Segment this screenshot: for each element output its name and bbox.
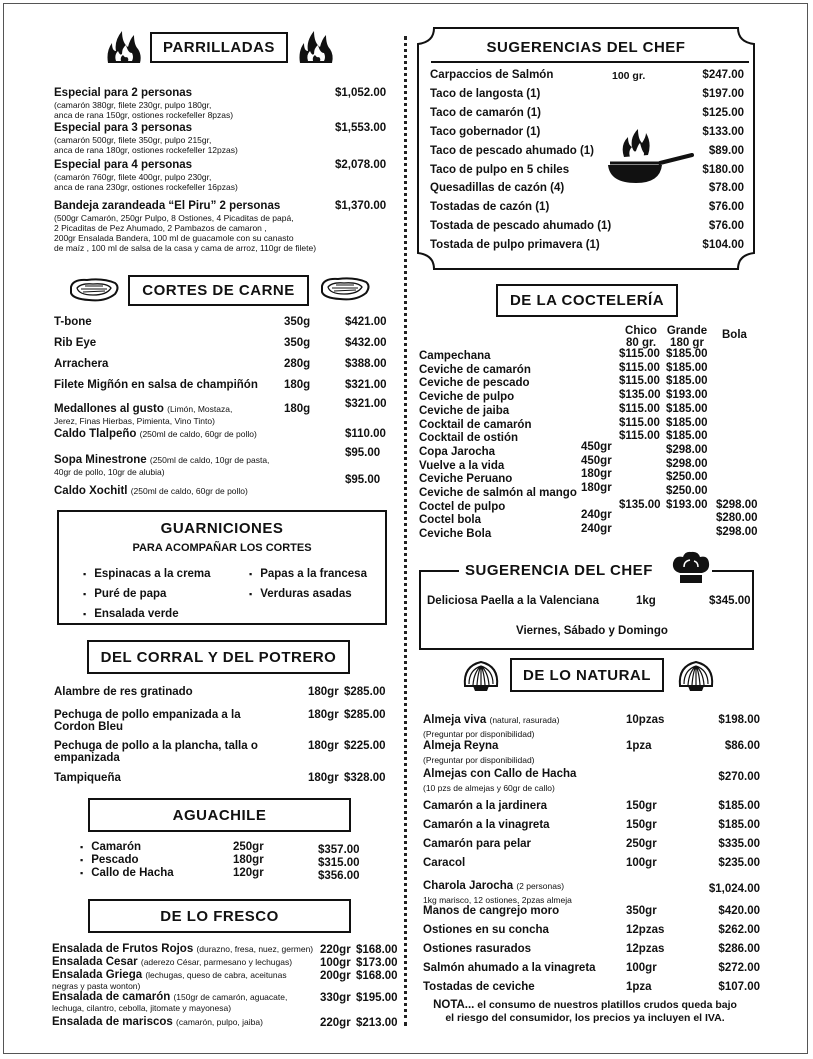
dish-row <box>54 316 284 328</box>
dish-description: (150gr de camarón, aguacate, lechuga, cilantro, cebolla, jitomate y mayonesa) <box>52 992 288 1013</box>
dish-weight: 1pza <box>626 981 652 993</box>
dish-weight: 180gr <box>308 709 339 721</box>
dish-inline-note: (2 personas) <box>516 881 565 891</box>
sugerencia-title: SUGERENCIA DEL CHEF <box>465 562 653 579</box>
dish-row <box>423 880 564 892</box>
dish-row <box>423 714 559 726</box>
dish-price: $225.00 <box>344 740 386 752</box>
dish-name: Tampiqueña <box>54 772 121 784</box>
dish-price: $1,370.00 <box>335 200 387 212</box>
cocktail-name: Cocktail de camarón <box>419 418 532 431</box>
dish-price: $86.00 <box>724 740 760 752</box>
dish-row <box>54 379 284 391</box>
dish-name: Taco de pescado ahumado (1) <box>430 144 595 157</box>
aguachile-title: AGUACHILE <box>88 798 351 832</box>
dish-name: Medallones al gusto <box>54 403 164 415</box>
dish-price: $357.00 <box>318 844 360 856</box>
dish-row <box>423 981 535 993</box>
cocktail-weight: 450gr <box>581 440 612 453</box>
dish-row <box>54 358 284 370</box>
clam-icon <box>676 658 716 694</box>
dish-weight: 1pza <box>626 740 652 752</box>
natural-title: DE LO NATURAL <box>510 658 664 692</box>
cocktail-name: Ceviche Peruano <box>419 473 513 486</box>
dish-weight: 330gr <box>320 992 351 1004</box>
dish-price: $95.00 <box>345 447 381 459</box>
dish-weight: 100gr <box>626 857 657 869</box>
cocktail-name: Vuelve a la vida <box>419 459 505 472</box>
dish-description: (durazno, fresa, nuez, germen) <box>196 944 314 954</box>
dish-name: Charola Jarocha <box>423 880 514 892</box>
cocteleria-header-bola: Bola <box>722 329 747 341</box>
dish-description: (250ml de caldo, 60gr de pollo) <box>130 486 248 496</box>
cocktail-price-chico: $135.00 <box>619 498 661 511</box>
dish-price: $270.00 <box>718 771 760 783</box>
cocktail-weight: 240gr <box>581 509 612 522</box>
dish-weight: 200gr <box>320 970 351 982</box>
dish-name: Bandeja zarandeada “El Piru” 2 personas <box>54 200 281 212</box>
cocktail-price-chico: $115.00 <box>619 348 660 360</box>
cocktail-price-grande: $298.00 <box>666 457 708 470</box>
dish-price: $1,024.00 <box>708 883 760 895</box>
garnish-item: ▪ Espinacas a la crema <box>83 564 211 584</box>
dish-name: Ensalada Griega <box>52 969 143 981</box>
cocktail-price-grande: $250.00 <box>666 485 708 497</box>
garnish-item: ▪ Papas a la francesa <box>249 564 367 584</box>
dish-row <box>423 962 596 974</box>
dish-price: $356.00 <box>318 870 360 882</box>
dish-weight: 120gr <box>233 867 264 879</box>
dish-name: Camarón para pelar <box>423 838 532 850</box>
nota-label: NOTA... <box>433 999 475 1011</box>
dish-row <box>54 403 284 427</box>
dish-price: $185.00 <box>718 800 760 812</box>
guarniciones-right-list <box>249 564 367 604</box>
dish-price: $107.00 <box>718 981 760 993</box>
dish-price: $328.00 <box>344 772 386 784</box>
fresco-title: DE LO FRESCO <box>88 899 351 933</box>
cocktail-price-chico: $115.00 <box>619 430 660 443</box>
dish-name: Tostada de pulpo primavera (1) <box>430 239 600 252</box>
dish-price: $272.00 <box>718 962 760 974</box>
dish-price: $235.00 <box>718 857 760 869</box>
dish-weight: 220gr <box>320 944 351 956</box>
dish-name: Especial para 4 personas <box>54 159 193 171</box>
guarniciones-box <box>57 510 387 625</box>
cocteleria-title: DE LA COCTELERÍA <box>496 284 678 317</box>
dish-weight: 180gr <box>308 686 339 698</box>
dish-weight: 10pzas <box>626 714 665 726</box>
dish-price: $76.00 <box>708 201 744 214</box>
flame-icon <box>104 29 144 67</box>
garnish-item: ▪ Ensalada verde <box>83 604 211 624</box>
dish-price: $321.00 <box>345 379 387 391</box>
dish-weight: 12pzas <box>626 943 665 955</box>
dish-row <box>423 819 550 831</box>
dish-name: Manos de cangrejo moro <box>423 905 560 917</box>
dish-name: ▪ Callo de Hacha <box>80 867 174 879</box>
dish-price: $2,078.00 <box>335 159 387 171</box>
dish-price: $285.00 <box>344 709 386 721</box>
dish-description: (500gr Camarón, 250gr Pulpo, 8 Ostiones, 4 Picaditas de papá, 2 Picaditas de Pez Ahumado, 2 Pambazos de camaron , 200gr Ensalada Bandera, 100 ml de guacamole con su canasto de maíz , 100 ml de salsa de la casa y cama de arroz, 110gr de filete) <box>54 213 317 253</box>
dish-price: $286.00 <box>718 943 760 955</box>
cocktail-price-grande: $193.00 <box>666 389 708 402</box>
dish-description: (250ml de caldo, 60gr de pollo) <box>139 429 257 439</box>
dish-name: Rib Eye <box>54 337 97 349</box>
steak-icon <box>318 276 372 302</box>
dish-weight: 280g <box>284 358 311 370</box>
dish-row <box>423 943 531 955</box>
dish-name: Tostadas de ceviche <box>423 981 535 993</box>
dish-price: $247.00 <box>702 69 744 81</box>
flame-icon <box>296 29 336 67</box>
dish-price: $315.00 <box>318 857 360 869</box>
dish-price: $195.00 <box>356 992 398 1004</box>
dish-price: $432.00 <box>345 337 387 349</box>
dish-price: $388.00 <box>345 358 387 370</box>
cocktail-weight: 240gr <box>581 523 612 536</box>
cocktail-price-grande: $298.00 <box>666 443 708 456</box>
dish-name: Ostiones en su concha <box>423 924 549 936</box>
dish-weight: 150gr <box>626 819 657 831</box>
garnish-item: ▪ Puré de papa <box>83 584 211 604</box>
cocktail-price-bola: $298.00 <box>716 498 758 511</box>
cocteleria-header-chico: Chico 80 gr. <box>625 325 657 349</box>
dish-description: (Preguntar por disponibilidad) <box>423 729 535 739</box>
dish-description: (Limón, Mostaza, Jerez, Finas Hierbas, Pimienta, Vino Tinto) <box>54 404 233 426</box>
cocktail-name: Ceviche de pescado <box>419 377 530 390</box>
dish-name: Arrachera <box>54 358 109 370</box>
steak-icon <box>67 277 121 303</box>
dish-inline-note: (natural, rasurada) <box>489 715 560 725</box>
dish-name: Caldo Xochitl <box>54 485 128 497</box>
dish-description: (250ml de caldo, 10gr de pasta, 40gr de pollo, 10gr de alubia) <box>54 455 270 477</box>
cocktail-name: Cocktail de ostión <box>419 432 519 445</box>
dish-price: $125.00 <box>702 106 744 119</box>
clam-icon <box>461 658 501 694</box>
dish-price: $168.00 <box>356 944 398 956</box>
dish-row <box>423 905 559 917</box>
dish-weight: 150gr <box>626 800 657 812</box>
dish-name: Especial para 2 personas <box>54 87 193 99</box>
cocktail-price-grande: $250.00 <box>666 471 708 484</box>
chef-hat-icon <box>670 551 712 587</box>
dish-description: (camarón 380gr, filete 230gr, pulpo 180gr, anca de rana 150gr, ostiones rockefeller 8pzas) <box>54 100 234 120</box>
cocktail-name: Campechana <box>419 350 491 362</box>
cocktail-weight: 450gr <box>581 454 612 467</box>
sugerencias-title: SUGERENCIAS DEL CHEF <box>486 39 686 56</box>
dish-name: Taco de camarón (1) <box>430 106 541 119</box>
garnish-item: ▪ Verduras asadas <box>249 584 367 604</box>
cocktail-name: Coctel de pulpo <box>419 500 506 513</box>
dish-name: ▪ Pescado <box>80 854 139 866</box>
dish-name: Almeja viva <box>423 714 487 726</box>
dish-name: ▪ Camarón <box>80 841 141 853</box>
dish-name: Carpaccios de Salmón <box>430 69 554 81</box>
dish-weight: 350gr <box>626 905 657 917</box>
dish-weight: 100gr <box>320 957 351 969</box>
dish-name: Ensalada de camarón <box>52 991 171 1003</box>
dish-name: T-bone <box>54 316 92 328</box>
cocktail-price-chico: $135.00 <box>619 389 661 402</box>
cocktail-price-bola: $298.00 <box>716 526 758 539</box>
dish-name: Tostada de pescado ahumado (1) <box>430 220 612 233</box>
corral-title: DEL CORRAL Y DEL POTRERO <box>87 640 350 674</box>
cortes-title: CORTES DE CARNE <box>128 275 309 306</box>
cocktail-price-grande: $193.00 <box>666 498 708 511</box>
dish-description: 1kg marisco, 12 ostiones, 2pzas almeja <box>423 895 572 905</box>
dish-weight: 220gr <box>320 1017 351 1029</box>
sugerencia-price: $345.00 <box>709 595 751 607</box>
cocktail-price-grande: $185.00 <box>666 416 708 429</box>
nota-text <box>420 999 750 1025</box>
cocktail-price-grande: $185.00 <box>666 402 708 415</box>
dish-price: $421.00 <box>345 316 387 328</box>
dish-price: $104.00 <box>702 239 744 252</box>
sugerencias-rule <box>431 61 749 63</box>
dish-name: Caldo Tlalpeño <box>54 428 137 440</box>
cocktail-price-grande: $185.00 <box>666 348 708 360</box>
dish-row <box>52 957 322 968</box>
dish-weight: 250gr <box>626 838 657 850</box>
cocktail-price-bola: $280.00 <box>716 512 758 525</box>
sugerencia-weight: 1kg <box>636 595 656 607</box>
dish-name: Taco de langosta (1) <box>430 87 541 100</box>
dish-name: Filete Migñón en salsa de champiñón <box>54 379 258 391</box>
cocktail-name: Copa Jarocha <box>419 445 496 458</box>
cocteleria-header-grande: Grande 180 gr <box>666 325 708 349</box>
sugerencia-rule-right <box>712 570 754 572</box>
cocktail-name: Ceviche de salmón al mango <box>419 487 577 499</box>
chef-pan-icon <box>606 127 696 189</box>
dish-name: Taco de pulpo en 5 chiles <box>430 163 570 176</box>
dish-row <box>54 454 284 478</box>
cocktail-weight: 180gr <box>581 468 612 481</box>
dish-description: (camarón 760gr, filete 400gr, pulpo 230gr, anca de rana 230gr, ostiones rockefeller 16pzas) <box>54 172 238 192</box>
dish-description: (camarón, pulpo, jaiba) <box>176 1017 263 1027</box>
dish-weight: 180gr <box>308 740 339 752</box>
dish-name: Pechuga de pollo empanizada a la Cordon Bleu <box>54 709 241 733</box>
dish-row <box>423 838 531 850</box>
dish-name: Ostiones rasurados <box>423 943 532 955</box>
dish-weight: 100 gr. <box>612 70 646 82</box>
sugerencia-dish: Deliciosa Paella a la Valenciana <box>427 595 599 607</box>
dish-name: Especial para 3 personas <box>54 122 193 134</box>
cocktail-price-chico: $115.00 <box>619 402 660 415</box>
dish-price: $110.00 <box>345 428 386 440</box>
dish-row <box>423 768 576 780</box>
dish-name: Camarón a la vinagreta <box>423 819 550 831</box>
nota-body: el consumo de nuestros platillos crudos queda bajo el riesgo del consumidor, los precios ya incluyen el IVA. <box>445 999 737 1024</box>
dish-price: $168.00 <box>356 970 398 982</box>
dish-description: (Preguntar por disponibilidad) <box>423 755 535 765</box>
dish-price: $213.00 <box>356 1017 398 1029</box>
dish-name: Quesadillas de cazón (4) <box>430 182 565 195</box>
cocktail-price-chico: $115.00 <box>619 361 660 374</box>
dish-weight: 12pzas <box>626 924 665 936</box>
dish-description: (10 pzs de almejas y 60gr de callo) <box>423 783 555 793</box>
guarniciones-left-list <box>83 564 211 624</box>
cocktail-name: Ceviche de pulpo <box>419 391 515 404</box>
dish-weight: 350g <box>284 316 311 328</box>
cocktail-price-grande: $185.00 <box>666 430 708 443</box>
dish-price: $420.00 <box>718 905 760 917</box>
column-divider <box>404 36 407 1026</box>
dish-name: Almejas con Callo de Hacha <box>423 768 577 780</box>
cocktail-name: Coctel bola <box>419 514 481 527</box>
sugerencia-rule-left <box>419 570 459 572</box>
dish-weight: 350g <box>284 337 311 349</box>
dish-price: $335.00 <box>718 838 760 850</box>
dish-name: Ensalada de Frutos Rojos <box>52 943 194 955</box>
cocktail-weight: 180gr <box>581 482 612 494</box>
dish-row <box>52 1017 322 1028</box>
dish-name: Ensalada Cesar <box>52 956 138 968</box>
dish-name: Almeja Reyna <box>423 740 499 752</box>
dish-price: $285.00 <box>344 686 386 698</box>
dish-name: Camarón a la jardinera <box>423 800 547 812</box>
cocktail-name: Ceviche de camarón <box>419 363 531 376</box>
dish-price: $78.00 <box>708 182 744 195</box>
guarniciones-title: GUARNICIONES <box>160 520 284 537</box>
sugerencia-days: Viernes, Sábado y Domingo <box>516 625 668 637</box>
dish-weight: 180g <box>284 403 311 415</box>
dish-weight: 180gr <box>308 772 339 784</box>
dish-row <box>52 944 322 955</box>
dish-price: $89.00 <box>708 144 744 157</box>
cocktail-price-chico: $115.00 <box>619 416 660 429</box>
dish-description: (lechugas, queso de cabra, aceitunas negras y pasta wonton) <box>52 970 287 991</box>
dish-row <box>52 992 322 1014</box>
dish-price: $133.00 <box>702 125 744 138</box>
dish-name: Salmón ahumado a la vinagreta <box>423 962 596 974</box>
dish-row <box>52 970 322 992</box>
cocktail-price-chico: $115.00 <box>619 375 660 388</box>
dish-price: $321.00 <box>345 398 387 410</box>
dish-price: $1,553.00 <box>335 122 387 134</box>
dish-price: $1,052.00 <box>335 87 387 99</box>
cocktail-name: Ceviche de jaiba <box>419 404 510 417</box>
dish-row <box>54 485 284 497</box>
dish-price: $262.00 <box>718 924 760 936</box>
dish-weight: 180g <box>284 379 311 391</box>
dish-name: Ensalada de mariscos <box>52 1016 173 1028</box>
dish-price: $198.00 <box>718 714 760 726</box>
dish-row <box>423 857 465 869</box>
dish-price: $180.00 <box>702 163 744 176</box>
dish-weight: 180gr <box>233 854 264 866</box>
guarniciones-subtitle: PARA ACOMPAÑAR LOS CORTES <box>132 542 312 554</box>
cocktail-price-grande: $185.00 <box>666 361 708 374</box>
dish-row <box>54 337 284 349</box>
dish-price: $95.00 <box>345 474 381 486</box>
dish-row <box>423 800 547 812</box>
dish-price: $173.00 <box>356 957 398 969</box>
dish-price: $185.00 <box>718 819 760 831</box>
dish-name: Alambre de res gratinado <box>54 686 193 698</box>
dish-name: Tostadas de cazón (1) <box>430 201 550 214</box>
dish-name: Pechuga de pollo a la plancha, talla o empanizada <box>54 740 258 764</box>
dish-description: (aderezo César, parmesano y lechugas) <box>140 957 293 967</box>
dish-price: $76.00 <box>708 220 744 233</box>
dish-description: (camarón 500gr, filete 350gr, pulpo 215gr, anca de rana 180gr, ostiones rockefeller 12pzas) <box>54 135 238 155</box>
dish-name: Caracol <box>423 857 466 869</box>
dish-weight: 250gr <box>233 841 264 853</box>
dish-row <box>423 740 498 752</box>
dish-row <box>54 428 284 440</box>
dish-weight: 100gr <box>626 962 657 974</box>
cocktail-price-grande: $185.00 <box>666 375 708 388</box>
cocktail-name: Ceviche Bola <box>419 528 492 541</box>
dish-row <box>423 924 549 936</box>
dish-price: $197.00 <box>702 87 744 100</box>
dish-name: Sopa Minestrone <box>54 454 147 466</box>
dish-name: Taco gobernador (1) <box>430 125 541 138</box>
parrilladas-title: PARRILLADAS <box>150 32 288 63</box>
